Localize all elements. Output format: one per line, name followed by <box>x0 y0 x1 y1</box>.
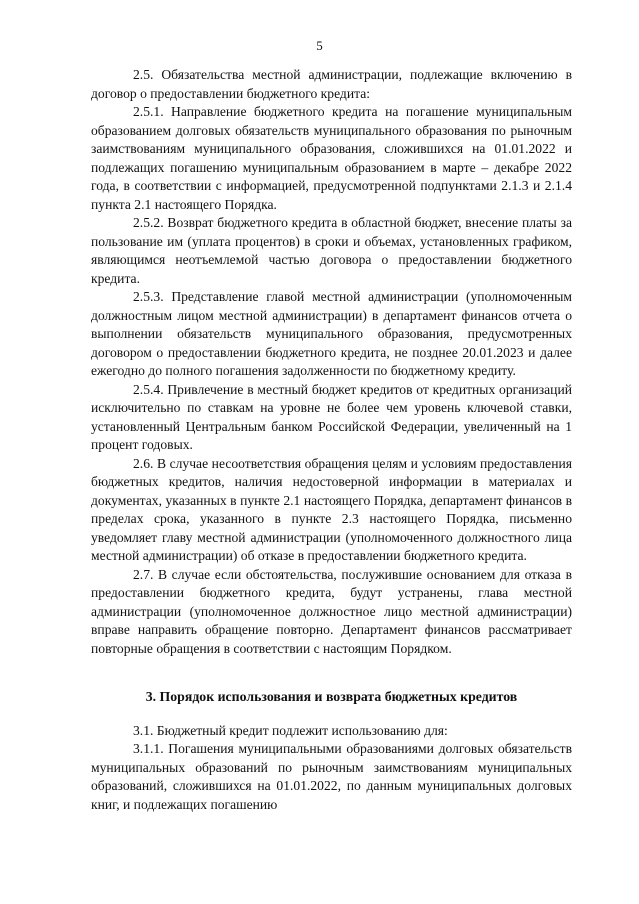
paragraph-2-5-3: 2.5.3. Представление главой местной администрации (уполномоченным должностным лицом местной администрации) в департамент финансов отчета о выполнении обязательств муниципального образования, предусмотренных договором о предоставлении бюджетного кредита, не позднее 20.01.2023 и далее ежегодно до полного погашения задолженности по бюджетному кредиту. <box>91 289 572 378</box>
paragraph-2-6: 2.6. В случае несоответствия обращения целям и условиям предоставления бюджетных кредитов, наличия недостоверной информации в материалах и документах, указанных в пункте 2.1 настоящего Порядка, департамент финансов в пределах срока, указанного в пункте 2.3 настоящего Порядка, письменно уведомляет главу местной администрации (уполномоченного должностного лица местной администрации) об отказе в предоставлении бюджетного кредита. <box>91 455 572 563</box>
page-number: 5 <box>316 38 323 53</box>
paragraph-2-7: 2.7. В случае если обстоятельства, послужившие основанием для отказа в предоставлении бюджетного кредита, будут устранены, глава местной администрации (уполномоченное должностное лицо местной администрации) вправе направить обращение повторно. Департамент финансов рассматривает повторные обращения в соответствии с настоящим Порядком. <box>91 566 572 656</box>
paragraph-3-1: 3.1. Бюджетный кредит подлежит использованию для: <box>133 722 448 738</box>
paragraph-2-5-1: 2.5.1. Направление бюджетного кредита на погашение муниципальным образованием долговых обязательств муниципального образования по рыночным заимствованиям муниципального образования, сложившихся на 01.01.2022 и подлежащих погашению муниципальным образованием в марте – декабре 2022 года, в соответствии с информацией, предусмотренной подпунктами 2.1.3 и 2.1.4 пункта 2.1 настоящего Порядка. <box>91 104 572 212</box>
section-heading: 3. Порядок использования и возврата бюджетных кредитов <box>145 689 518 704</box>
paragraph-3-1-1: 3.1.1. Погашения муниципальными образованиями долговых обязательств муниципальных образований по рыночным заимствованиям муниципальных образований, сложившихся на 01.01.2022, по данным муниципальных долговых книг, и подлежащих погашению <box>91 741 572 812</box>
document-body <box>91 66 572 814</box>
paragraph-2-5: 2.5. Обязательства местной администрации, подлежащие включению в договор о предоставлении бюджетного кредита: <box>91 67 572 101</box>
paragraph-2-5-2: 2.5.2. Возврат бюджетного кредита в областной бюджет, внесение платы за пользование им (уплата процентов) в сроки и объемах, установленных графиком, являющимся неотъемлемой частью договора о предоставлении бюджетного кредита. <box>91 215 572 286</box>
paragraph-2-5-4: 2.5.4. Привлечение в местный бюджет кредитов от кредитных организаций исключительно по ставкам на уровне не более чем уровень ключевой ставки, установленный Центральным банком Российской Федерации, увеличенный на 1 процент годовых. <box>91 381 572 452</box>
